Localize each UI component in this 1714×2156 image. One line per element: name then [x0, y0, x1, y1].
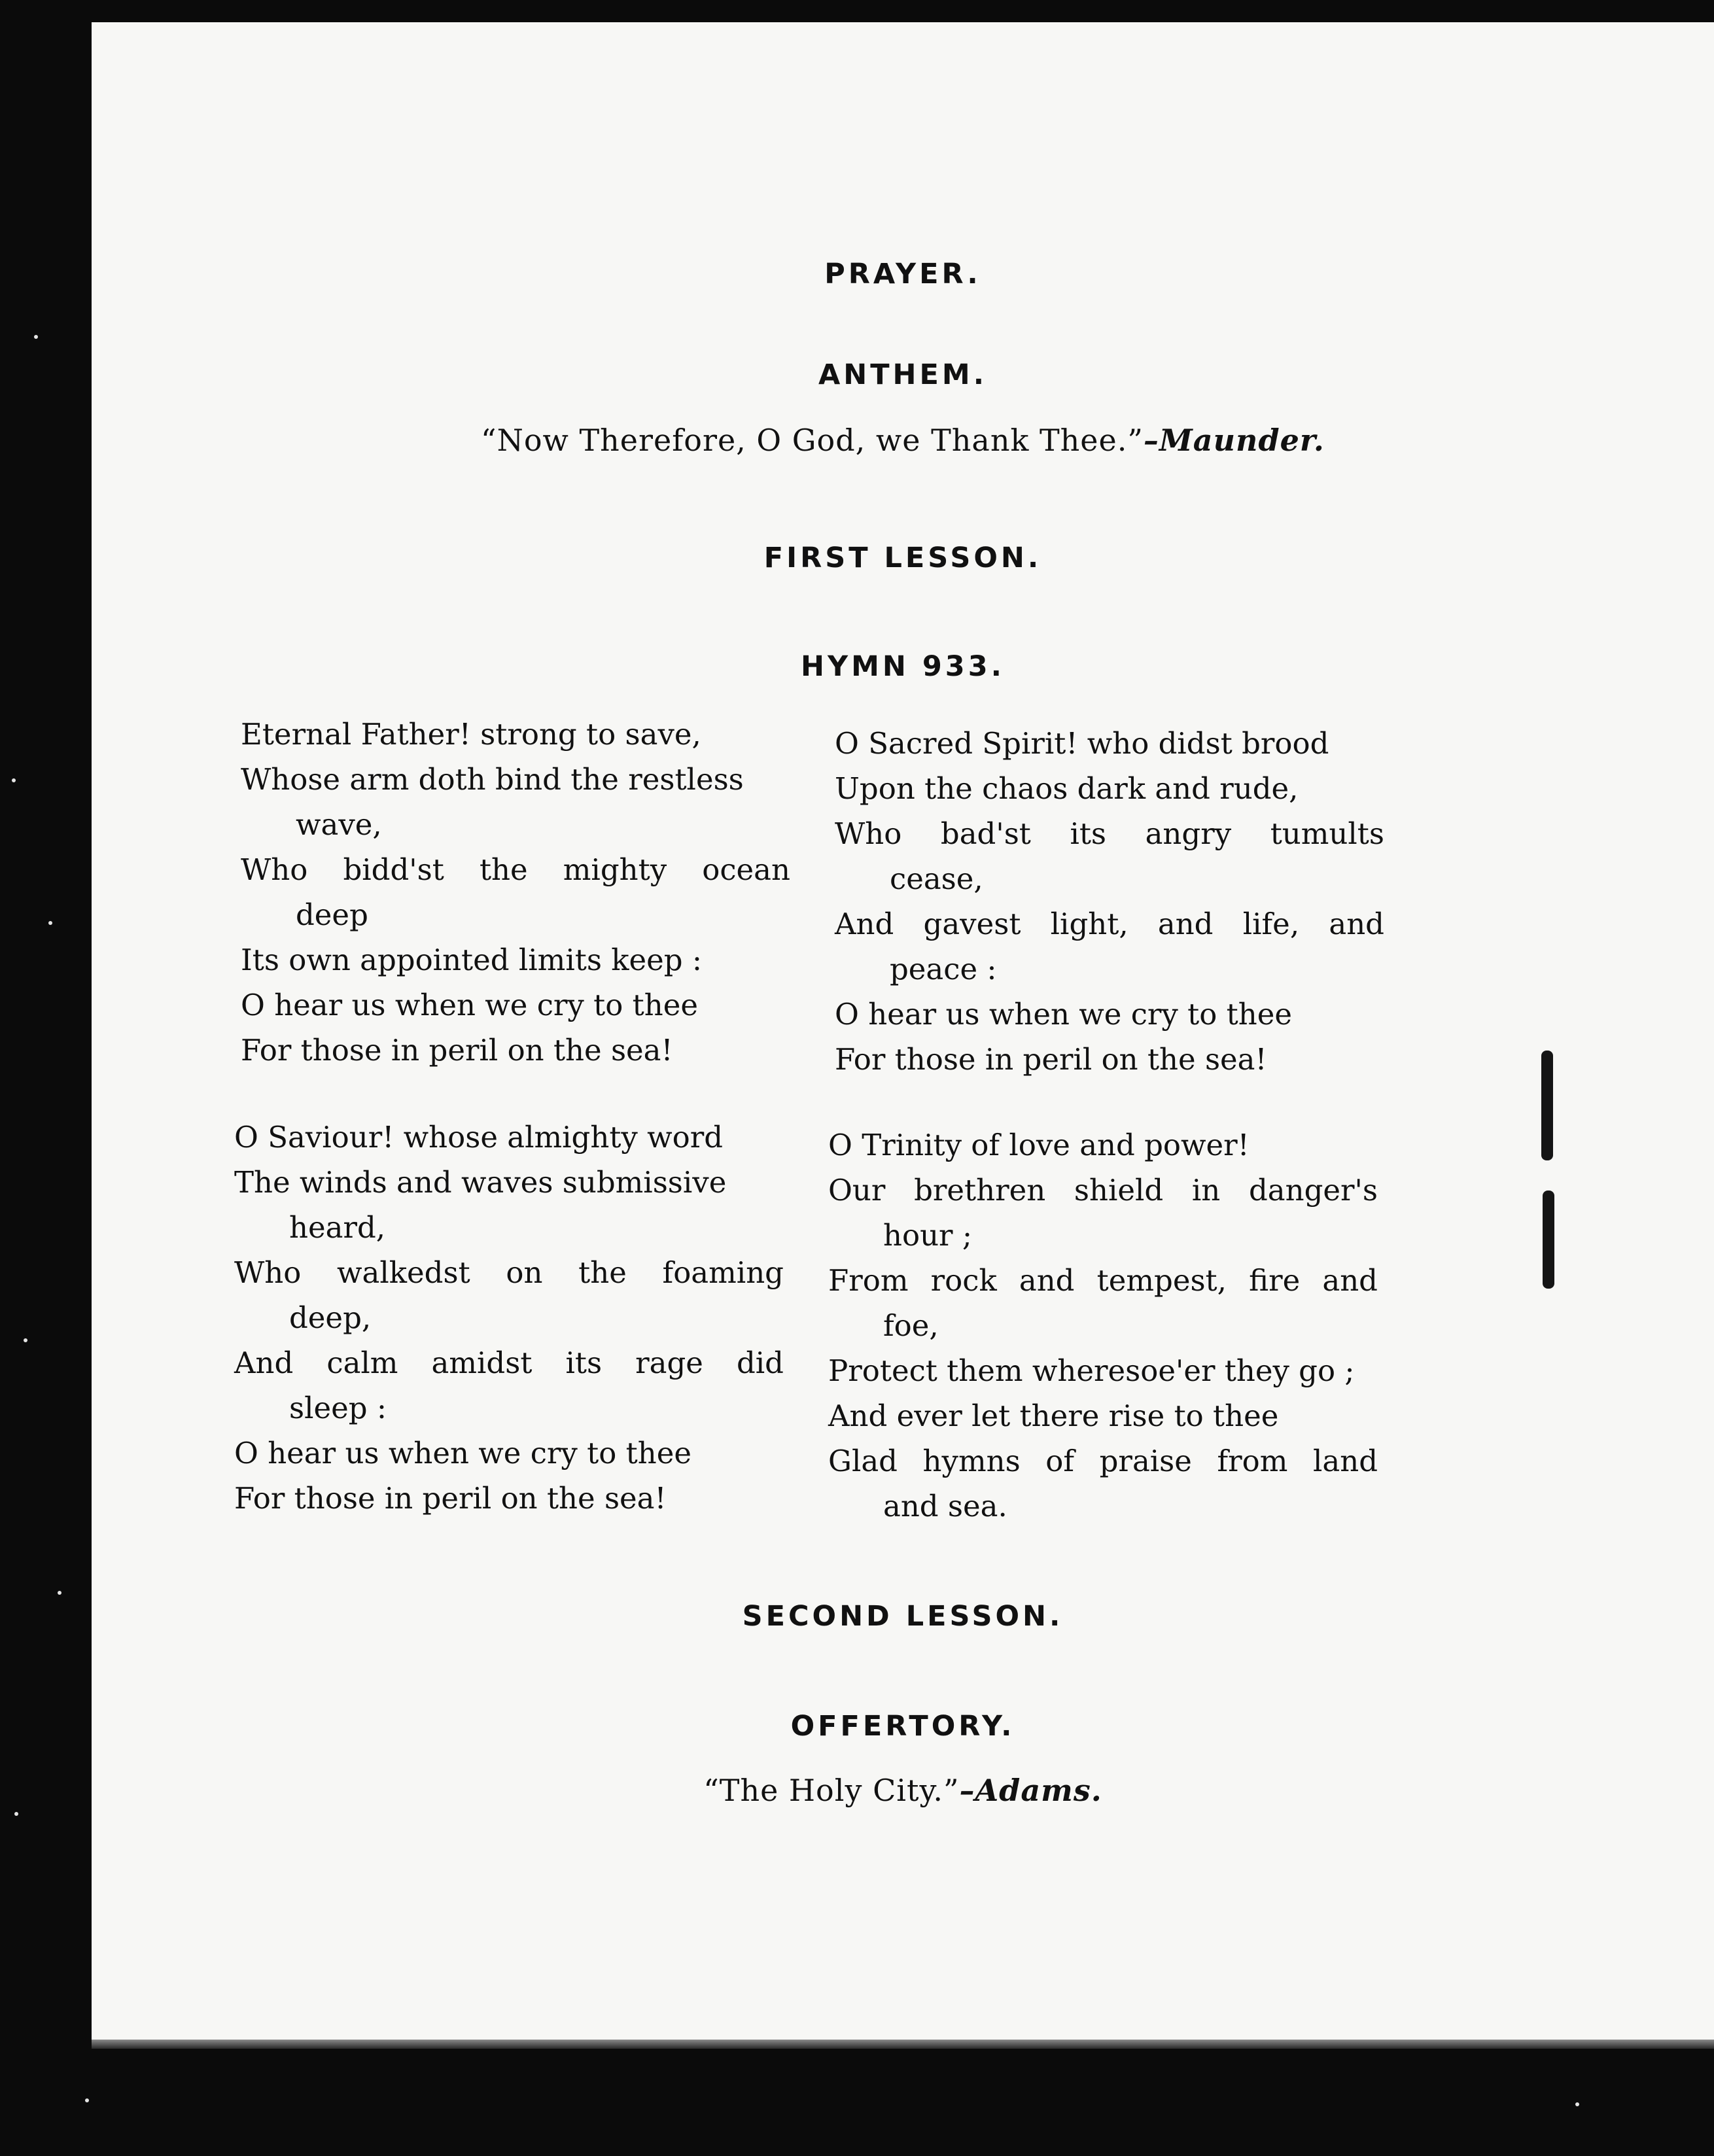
stanza-line: Our brethren shield in danger's — [828, 1173, 1378, 1208]
binding-mark — [1541, 1051, 1553, 1160]
offertory-composer: –Adams. — [959, 1773, 1102, 1808]
dust-speck — [12, 778, 16, 782]
stanza-line: Who bad'st its angry tumults — [835, 816, 1384, 851]
stanza-line: wave, — [296, 807, 382, 842]
stanza-line: cease, — [890, 861, 983, 896]
stanza-line: Who bidd'st the mighty ocean — [241, 852, 790, 887]
stanza-line: And calm amidst its rage did — [234, 1346, 784, 1380]
paper-sheet — [92, 22, 1714, 2047]
stanza-line: Glad hymns of praise from land — [828, 1444, 1378, 1478]
stanza-line: For those in peril on the sea! — [241, 1033, 673, 1068]
hymn-stanza-3 — [234, 1115, 784, 1521]
stanza-line: sleep : — [289, 1391, 387, 1425]
anthem-composer: –Maunder. — [1143, 423, 1325, 458]
anthem-title: “Now Therefore, O God, we Thank Thee.” — [481, 423, 1144, 458]
stanza-line: O hear us when we cry to thee — [835, 997, 1292, 1032]
dust-speck — [85, 2098, 89, 2102]
stanza-line: O hear us when we cry to thee — [234, 1436, 691, 1470]
stanza-line: Its own appointed limits keep : — [241, 943, 703, 977]
hymn-stanza-4 — [828, 1122, 1378, 1529]
dust-speck — [14, 1812, 18, 1816]
second-lesson-heading: SECOND LESSON. — [742, 1600, 1064, 1633]
dust-speck — [1575, 2102, 1579, 2106]
stanza-line: heard, — [289, 1210, 386, 1245]
hymn-stanza-2 — [835, 721, 1384, 1082]
hymn-heading: HYMN 933. — [801, 650, 1005, 683]
stanza-line: Protect them wheresoe'er they go ; — [828, 1353, 1355, 1388]
stanza-line: The winds and waves submissive — [234, 1165, 727, 1200]
stanza-line: Eternal Father! strong to save, — [241, 717, 701, 752]
stanza-line: O Sacred Spirit! who didst brood — [835, 726, 1329, 761]
stanza-line: From rock and tempest, fire and — [828, 1263, 1378, 1298]
stanza-line: O Trinity of love and power! — [828, 1128, 1250, 1162]
offertory-heading: OFFERTORY. — [790, 1710, 1015, 1743]
stanza-line: Whose arm doth bind the restless — [241, 762, 744, 797]
stanza-line: Who walkedst on the foaming — [234, 1255, 784, 1290]
first-lesson-heading: FIRST LESSON. — [763, 542, 1042, 574]
stanza-line: And ever let there rise to thee — [828, 1399, 1279, 1433]
offertory-citation — [92, 1773, 1714, 1808]
dust-speck — [24, 1338, 27, 1342]
prayer-heading: PRAYER. — [824, 258, 981, 290]
stanza-line: peace : — [890, 952, 997, 986]
stanza-line: deep — [296, 897, 368, 932]
anthem-heading: ANTHEM. — [818, 358, 988, 391]
hymn-stanza-1 — [241, 712, 790, 1073]
stanza-line: For those in peril on the sea! — [835, 1042, 1267, 1077]
stanza-line: Upon the chaos dark and rude, — [835, 771, 1299, 806]
dust-speck — [48, 921, 52, 925]
stanza-line: For those in peril on the sea! — [234, 1481, 667, 1516]
dust-speck — [34, 335, 38, 339]
stanza-line: hour ; — [883, 1218, 973, 1253]
anthem-citation — [92, 423, 1714, 458]
stanza-line: foe, — [883, 1308, 939, 1343]
dust-speck — [58, 1591, 61, 1595]
stanza-line: And gavest light, and life, and — [835, 907, 1384, 941]
stanza-line: O Saviour! whose almighty word — [234, 1120, 724, 1155]
stanza-line: O hear us when we cry to thee — [241, 988, 698, 1022]
stanza-line: and sea. — [883, 1489, 1007, 1523]
stanza-line: deep, — [289, 1300, 372, 1335]
binding-mark — [1543, 1191, 1554, 1289]
paper-bottom-edge — [92, 2040, 1714, 2049]
offertory-title: “The Holy City.” — [703, 1773, 960, 1808]
